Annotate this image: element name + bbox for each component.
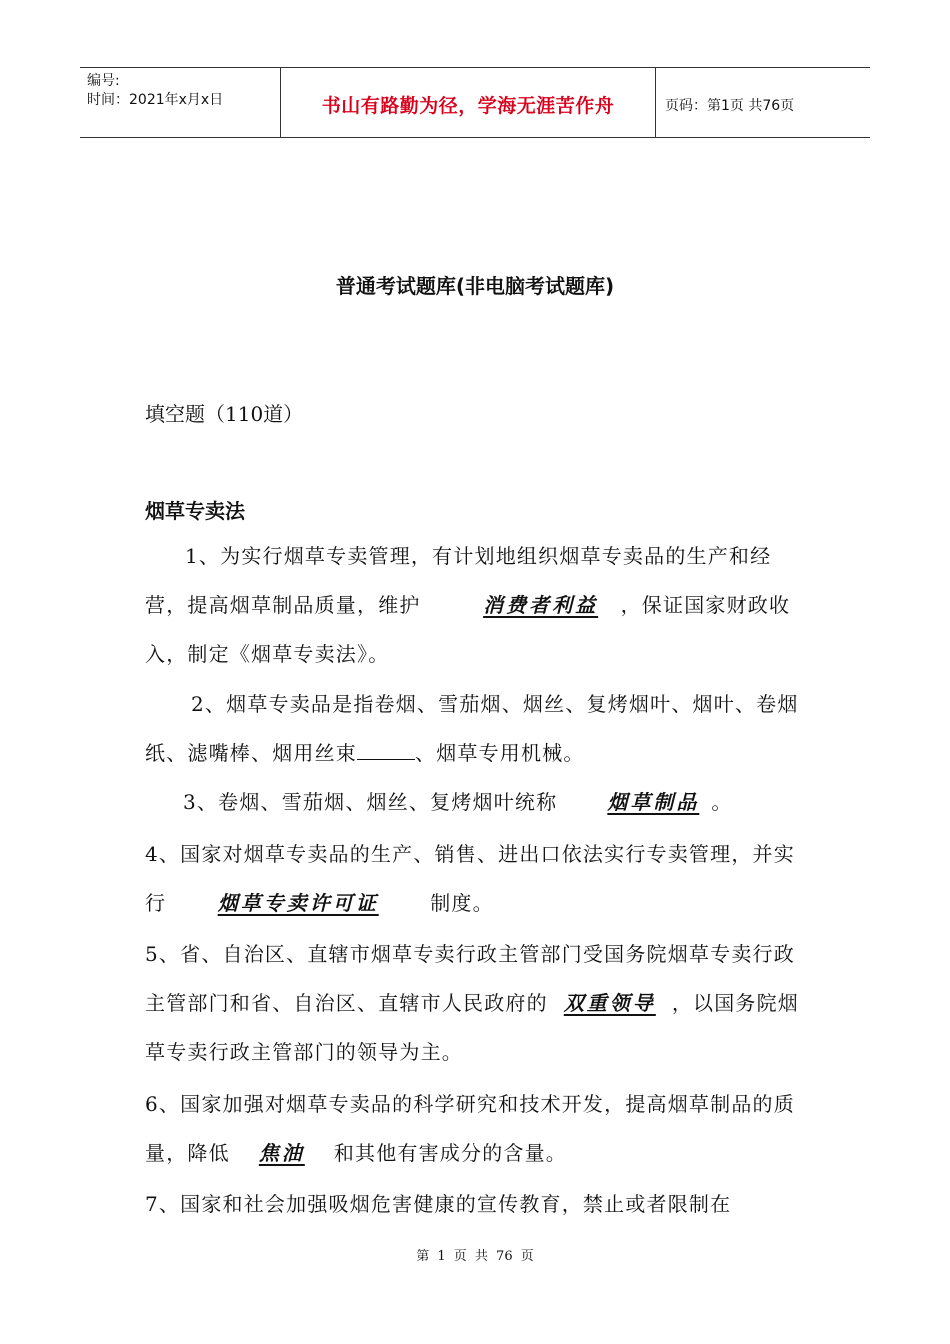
question-6: 6、国家加强对烟草专卖品的科学研究和技术开发，提高烟草制品的质量，降低 焦油 和其他有害成分的含量。 — [145, 1080, 813, 1178]
question-5: 5、省、自治区、直辖市烟草专卖行政主管部门受国务院烟草专卖行政主管部门和省、自治区、直辖市人民政府的 双重领导 ，以国务院烟草专卖行政主管部门的领导为主。 — [145, 942, 800, 1064]
document-title: 普通考试题库(非电脑考试题库) — [335, 274, 615, 298]
answer-blank: 双重领导 — [563, 991, 656, 1015]
section-heading: 烟草专卖法 — [145, 499, 245, 523]
header-page-info: 页码：第1页 共76页 — [665, 97, 795, 114]
question-4: 4、国家对烟草专卖品的生产、销售、进出口依法实行专卖管理，并实行 烟草专卖许可证 制度。 — [145, 830, 813, 928]
question-1: 1、为实行烟草专卖管理，有计划地组织烟草专卖品的生产和经营，提高烟草制品质量，维护 消费者利益 ，保证国家财政收入，制定《烟草专卖法》。 — [145, 544, 791, 666]
document-number-label: 编号: — [87, 73, 120, 89]
answer-blank: 焦油 — [258, 1141, 305, 1165]
answer-blank: 消费者利益 — [483, 593, 599, 617]
page-footer: 第 1 页 共 76 页 — [416, 1249, 534, 1264]
answer-blank — [357, 741, 415, 760]
question-2: 2、烟草专卖品是指卷烟、雪茄烟、烟丝、复烤烟叶、烟叶、卷烟纸、滤嘴棒、烟用丝束 、烟草专用机械。 — [145, 692, 799, 765]
section-subtitle: 填空题（110道） — [145, 402, 304, 426]
document-date: 时间：2021年x月x日 — [87, 92, 224, 108]
header-motto: 书山有路勤为径，学海无涯苦作舟 — [281, 68, 656, 137]
question-3: 3、卷烟、雪茄烟、烟丝、复烤烟叶统称 烟草制品 。 — [145, 778, 813, 827]
answer-blank: 烟草制品 — [607, 790, 700, 814]
answer-blank: 烟草专卖许可证 — [217, 891, 379, 915]
page-header — [80, 67, 870, 138]
question-7: 7、国家和社会加强吸烟危害健康的宣传教育，禁止或者限制在 — [145, 1192, 732, 1216]
header-meta — [80, 68, 281, 137]
